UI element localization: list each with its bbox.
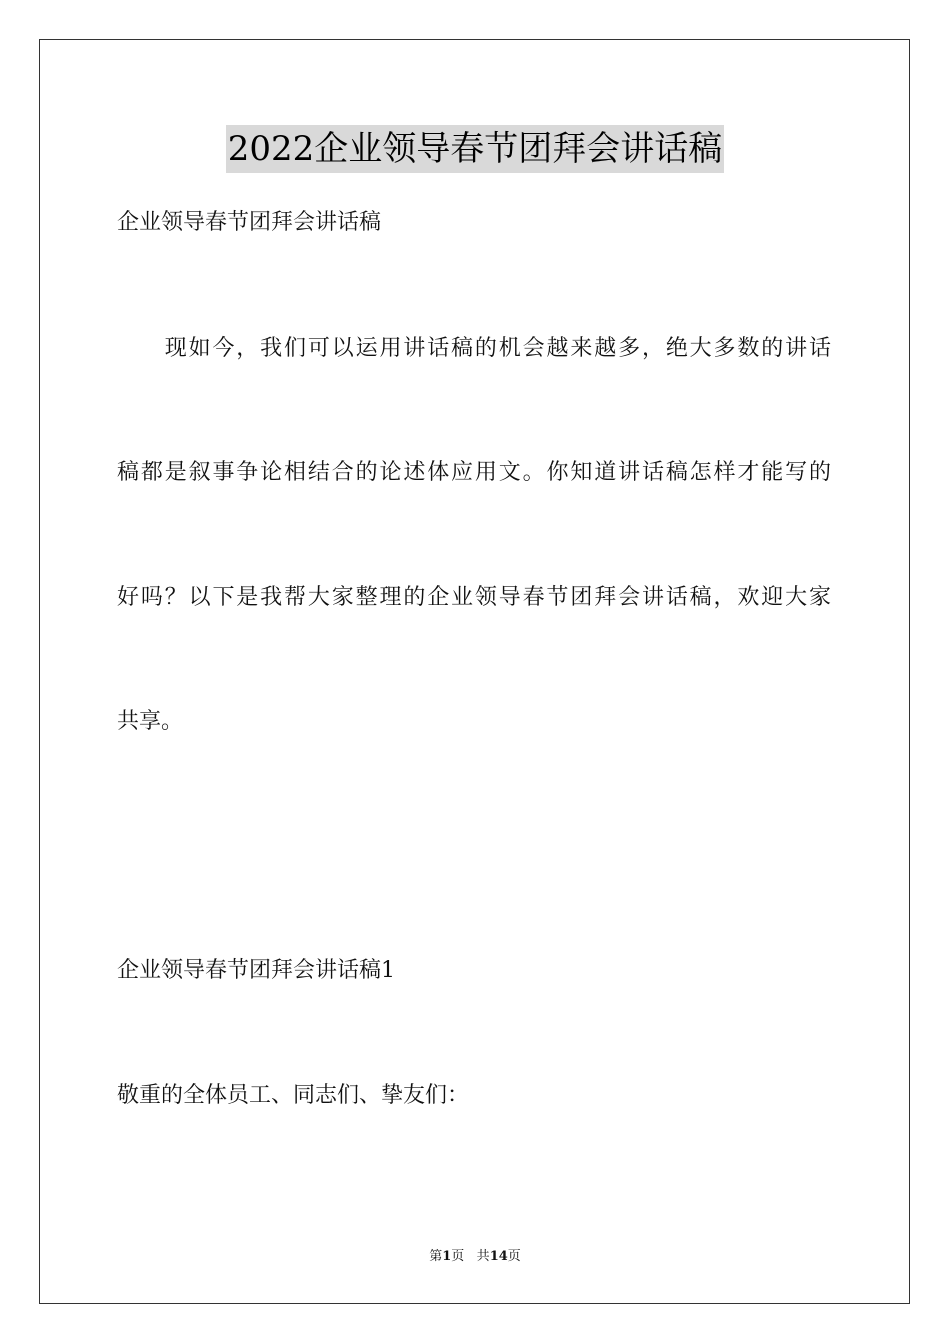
footer-page-number: 1	[442, 1249, 452, 1264]
section-heading: 企业领导春节团拜会讲话稿1	[117, 958, 395, 983]
document-subtitle: 企业领导春节团拜会讲话稿	[117, 210, 382, 235]
footer-page-prefix: 第	[429, 1249, 443, 1264]
salutation: 敬重的全体员工、同志们、挚友们：	[117, 1083, 470, 1108]
intro-line-1: 现如今，我们可以运用讲话稿的机会越来越多，绝大多数的讲话	[117, 336, 831, 361]
intro-line-3: 好吗？以下是我帮大家整理的企业领导春节团拜会讲话稿，欢迎大家	[117, 585, 831, 610]
footer-total-pages: 14	[489, 1249, 508, 1264]
page-footer	[0, 1248, 950, 1266]
intro-line-2: 稿都是叙事争论相结合的论述体应用文。你知道讲话稿怎样才能写的	[117, 460, 831, 485]
footer-total-prefix: 共	[476, 1249, 490, 1264]
title-container	[0, 125, 950, 173]
intro-line-4: 共享。	[117, 709, 184, 734]
footer-total-suffix: 页	[507, 1249, 521, 1264]
document-title: 2022企业领导春节团拜会讲话稿	[226, 125, 725, 173]
footer-page-suffix: 页	[451, 1249, 465, 1264]
